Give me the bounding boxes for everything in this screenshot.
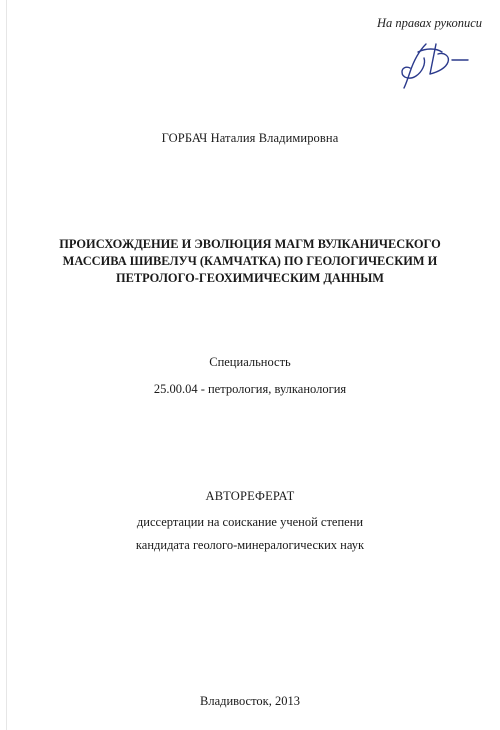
rights-note: На правах рукописи xyxy=(377,16,482,30)
document-type: АВТОРЕФЕРАТ xyxy=(205,489,295,503)
dissertation-title xyxy=(30,236,470,287)
title-line: ПРОИСХОЖДЕНИЕ И ЭВОЛЮЦИЯ МАГМ ВУЛКАНИЧЕСКОГО xyxy=(59,237,441,251)
place-and-year: Владивосток, 2013 xyxy=(200,694,300,708)
specialty-value: 25.00.04 - петрология, вулканология xyxy=(153,382,347,396)
document-description-line2: кандидата геолого-минералогических наук xyxy=(135,538,365,552)
title-line: МАССИВА ШИВЕЛУЧ (КАМЧАТКА) ПО ГЕОЛОГИЧЕСКИМ И xyxy=(62,254,438,268)
signature-icon xyxy=(396,38,476,90)
title-line: ПЕТРОЛОГО-ГЕОХИМИЧЕСКИМ ДАННЫМ xyxy=(116,271,384,285)
document-description-line1: диссертации на соискание ученой степени xyxy=(136,515,364,529)
author-name: ГОРБАЧ Наталия Владимировна xyxy=(161,131,339,145)
specialty-label: Специальность xyxy=(209,355,291,369)
